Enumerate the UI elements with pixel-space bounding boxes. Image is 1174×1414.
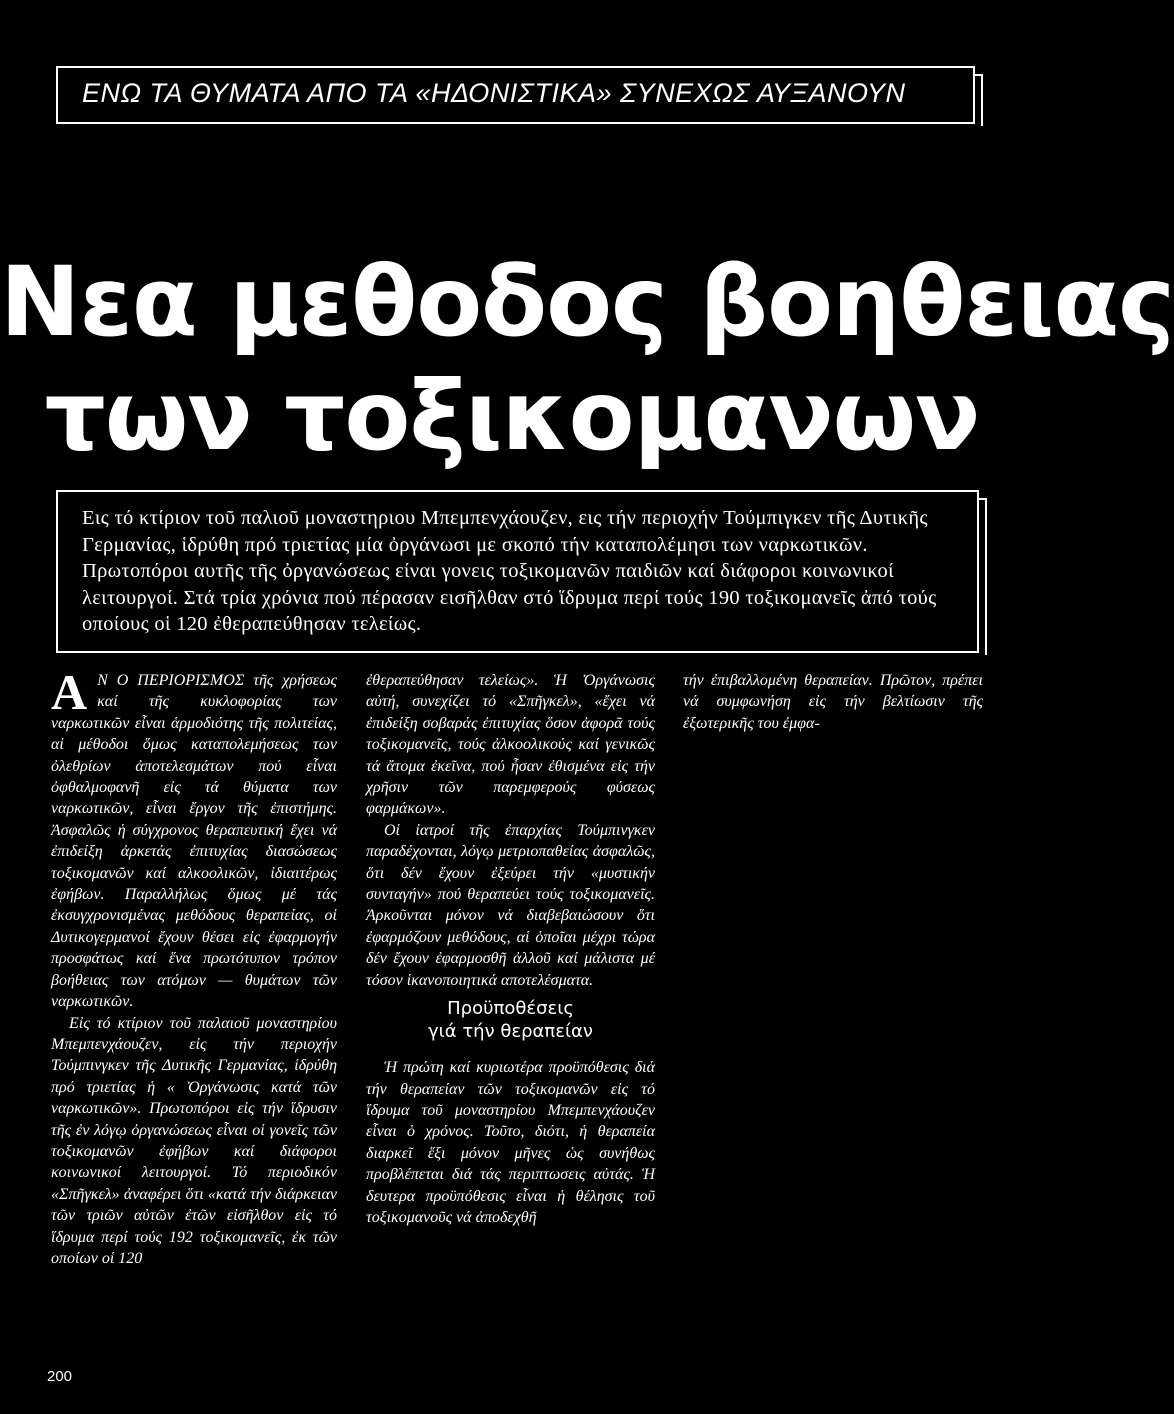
lead-box	[56, 490, 979, 653]
title-line-1: Νεα μεθοδος βοηθειας	[0, 246, 1174, 358]
drop-cap: Α	[51, 664, 88, 720]
subheading	[366, 997, 655, 1043]
subheading-line-2: γιά τήν θεραπείαν	[428, 1021, 593, 1043]
column-1-paragraph-1: Ν Ο ΠΕΡΙΟΡΙΣΜΟΣ τῆς χρήσεως καί τῆς κυκλοφορίας των ναρκωτικῶν εἶναι ἁρμοδιότης τῆς πολιτείας, αἱ μέθοδοι ὅμως καταπολεμήσεως των ὀλεθρίων ἀποτελεσμάτων πού εἶναι ὀφθαλμοφανῆ εἰς τά θύματα των ναρκωτικῶν, εἶναι ἔργον τῆς ἐπιστήμης. Ἀσφαλῶς ἡ σύγχρονος θεραπευτική ἔχει νά ἐπιδείξη ἀρκετάς ἐπιτυχίας διασώσεως τοξικομανῶν καί αλκοολικῶν, ἰδιαιτέρως ἐφήβων. Παραλλήλως ὅμως μέ τάς ἐκσυγχρονισμένας μεθόδους θεραπείας, οἱ Δυτικογερμανοί ἔχουν θέσει εἰς ἐφαρμογήν προσφάτως καί ἕνα πρωτότυπον τρόπον βοήθειας των ατόμων — θυμάτων τῶν ναρκωτικῶν.	[51, 672, 337, 1011]
title-line-2: των τοξικομανων	[44, 360, 980, 472]
column-2	[366, 670, 655, 1228]
kicker-box	[56, 66, 975, 124]
column-1	[51, 664, 337, 1269]
kicker-headline: ΕΝΩ ΤΑ ΘΥΜΑΤΑ ΑΠΟ ΤΑ «ΗΔΟΝΙΣΤΙΚΑ» ΣΥΝΕΧΩΣ ΑΥΞΑΝΟΥΝ	[82, 78, 906, 108]
column-3	[683, 670, 983, 734]
subheading-line-1: Προϋποθέσεις	[447, 998, 574, 1020]
lead-paragraph: Εις τό κτίριον τοῦ παλιοῦ μοναστηριου Μπεμπενχάουζεν, εις τήν περιοχήν Τούμπιγκεν τῆς Δυτικῆς Γερμανίας, ἱδρύθη πρό τριετίας μία ὀργάνωσι με σκοπό τήν καταπολέμησι των ναρκωτικῶν. Πρωτοπόροι αυτῆς τῆς ὀργανώσεως είναι γονεις τοξικομανῶν παιδιῶν καί διάφοροι κοινωνικοί λειτουργοί. Στά τρία χρόνια πού πέρασαν εισῆλθαν στό ἵδρυμα περί τούς 190 τοξικομανεῖς ἀπό τούς οποίους οἱ 120 ἐθεραπεύθησαν τελείως.	[82, 507, 937, 635]
column-2-paragraph-3: Ἡ πρώτη καί κυριωτέρα προϋπόθεσις διά τήν θεραπείαν τῶν τοξικομανῶν εἰς τό ἵδρυμα τοῦ μοναστηρίου Μπεμπενχάουζεν εἶναι ὁ χρόνος. Τοῦτο, διότι, ἡ θεραπεία διαρκεῖ ἕξι μόνον μῆνες ὡς συνήθως προβλέπεται διά τάς περιπτωσεις αὐτάς. Ἡ δευτερα προϋπόθεσις εἶναι ἡ θέλησις τοῦ τοξικομανοῦς νά ἀποδεχθῆ	[366, 1059, 655, 1226]
column-3-paragraph-1: τήν ἐπιβαλλομένη θεραπείαν. Πρῶτον, πρέπει νά συμφωνήση εἰς τήν βελτίωσιν τῆς ἐξωτερικῆς του ἐμφα-	[683, 672, 983, 732]
column-1-paragraph-2: Εἰς τό κτίριον τοῦ παλαιοῦ μοναστηρίου Μπεμπενχάουζεν, εἰς τήν περιοχήν Τούμπινγκεν τῆς Δυτικῆς Γερμανίας, ἱδρύθη πρό τριετίας ἡ « Ὀργάνωσις κατά τῶν ναρκωτικῶν». Πρωτοπόροι εἰς τήν ἵδρυσιν τῆς ἐν λόγῳ ὀργανώσεως εἶναι οἱ γονεῖς τῶν τοξικομανῶν ἐφήβων καί διάφοροι κοινωνικοί λειτουργοί. Τό περιοδικόν «Σπῆγκελ» ἀναφέρει ὅτι «κατά τήν διάρκειαν τῶν τριῶν αὐτῶν ἐτῶν εἰσῆλθον εἰς τό ἵδρυμα περί τούς 192 τοξικομανεῖς, ἐκ τῶν οποίων οἱ 120	[51, 1014, 337, 1267]
column-2-paragraph-1: ἐθεραπεύθησαν τελείως». Ἡ Ὀργάνωσις αὐτή, συνεχίζει τό «Σπῆγκελ», «ἔχει νά ἐπιδείξη σοβαράς ἐπιτυχίας ὅσον ἀφορᾶ τούς τοξικομανεῖς, τούς ἀλκοολικούς καί γενικῶς τά ἄτομα ἐκεῖνα, πού ἦσαν ἐθισμένα εἰς τήν χρῆσιν τῶν παρεμφερούς φύσεως φαρμάκων».	[366, 672, 655, 818]
page-number: 200	[47, 1368, 73, 1385]
column-2-paragraph-2: Οἱ ἰατροί τῆς ἐπαρχίας Τούμπινγκεν παραδέχονται, λόγῳ μετριοπαθείας ἀσφαλῶς, ὅτι δέν ἔχουν ἐξεύρει τήν «μυστικήν συνταγήν» πού θεραπεύει τούς τοξικομανεῖς. Ἀρκοῦνται μόνον νά διαβεβαιώσουν ὅτι ἐφαρμόζουν μεθόδους, αἱ ὁποῖαι μέχρι τώρα δέν ἔχουν ἐφαρμοσθῆ ἀλλοῦ καί μάλιστα μέ τόσον ἱκανοποιητικά αποτελέσματα.	[366, 821, 655, 989]
